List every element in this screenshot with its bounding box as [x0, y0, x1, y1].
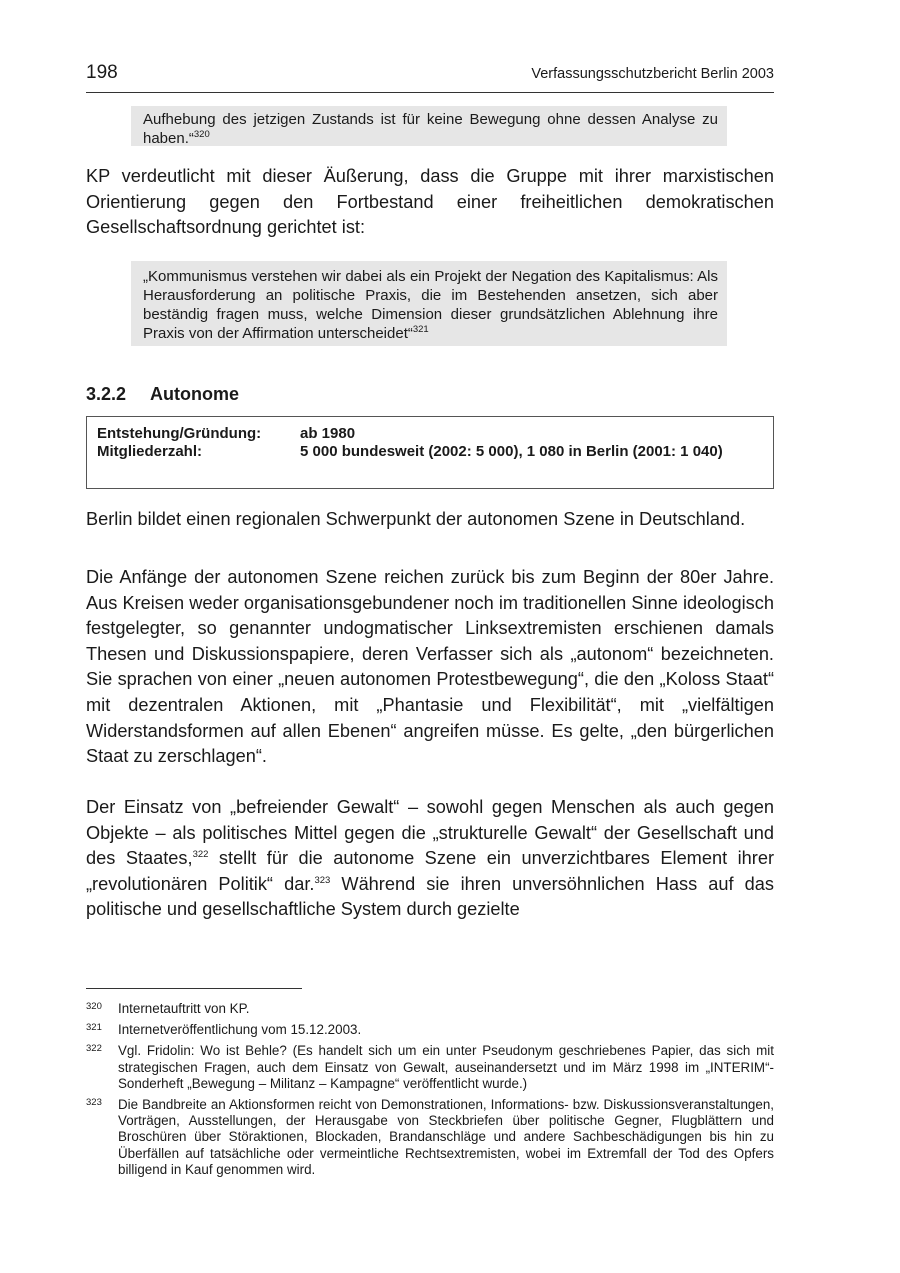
footnote-number: 323 [86, 1097, 102, 1109]
paragraph-text: stellt für die autonome Szene ein unverzichtbares Element ihrer „revolutionären Politik“ dar. [86, 848, 774, 894]
quote-text: „Kommunismus verstehen wir dabei als ein Projekt der Negation des Kapitalismus: Als Herausforderung an politische Praxis, die im Bestehenden ansetzen, sich aber beständig fragen muss, welche Dimension dieser grundsätzlichen Ablehnung ihre Praxis von der Affirmation unterscheidet“ [143, 268, 718, 342]
fact-row-members [97, 443, 763, 461]
footnote-322 [86, 1043, 774, 1092]
page-number: 198 [86, 62, 118, 83]
body-paragraph-2: Berlin bildet einen regionalen Schwerpunkt der autonomen Szene in Deutschland. [86, 509, 746, 529]
footnote-ref-323[interactable]: 323 [314, 874, 331, 886]
quote-block-1 [131, 106, 727, 146]
footnote-320 [86, 1001, 774, 1017]
section-number: 3.2.2 [86, 384, 127, 404]
page-header [86, 62, 774, 93]
footnote-number: 321 [86, 1022, 102, 1034]
quote-text: Aufhebung des jetzigen Zustands ist für keine Bewegung ohne dessen Analyse zu haben.“ [143, 111, 718, 147]
quote-block-2 [131, 261, 727, 346]
fact-label-founding: Entstehung/Gründung: [97, 425, 262, 442]
footnote-text: Die Bandbreite an Aktionsformen reicht von Demonstrationen, Informations- bzw. Diskussionsveranstaltungen, Vorträgen, Ausstellungen, der Herausgabe von Steckbriefen über politische Gegner, Flugblättern und Broschüren über Störaktionen, Blockaden, Brandanschläge und andere Sachbeschädigungen bis hin zu Überfällen auf tatsächliche oder vermeintliche Rechtsextremisten, wobei im Extremfall der Tod des Opfers billigend in Kauf genommen wird. [118, 1097, 774, 1177]
footnote-number: 320 [86, 1001, 102, 1012]
footnote-323 [86, 1097, 774, 1178]
section-title: Autonome [150, 384, 239, 404]
footnote-ref-320[interactable]: 320 [193, 129, 210, 140]
facts-box [86, 416, 774, 489]
section-heading [86, 384, 239, 405]
paragraph-text: Der Einsatz von „befreiender Gewalt“ – sowohl gegen Menschen als auch gegen Objekte – als politisches Mittel gegen die „strukturelle Gewalt“ der Gesellschaft und des Staates, [86, 797, 774, 869]
footnote-text: Internetauftritt von KP. [118, 1001, 250, 1016]
footnote-321 [86, 1022, 774, 1038]
footnote-separator [86, 988, 302, 989]
body-paragraph-3: Die Anfänge der autonomen Szene reichen zurück bis zum Beginn der 80er Jahre. Aus Kreisen weder organisationsgebundener noch im traditionellen Sinne ideologisch festgelegter, so genannter undogmatischer Linksextremisten erschienen damals Thesen und Diskussionspapiere, deren Verfasser sich als „autonom“ bezeichneten. Sie sprachen von einer „neuen autonomen Protestbewegung“, die den „Koloss Staat“ mit dezentralen Aktionen, mit „Phantasie und Flexibilität“, mit „vielfältigen Widerstandsformen auf allen Ebenen“ angreifen müsse. Es gelte, „den bürgerlichen Staat zu zerschlagen“. [86, 567, 774, 767]
fact-value-members: 5 000 bundesweit (2002: 5 000), 1 080 in Berlin (2001: 1 040) [300, 443, 723, 460]
fact-value-founding: ab 1980 [300, 425, 356, 442]
body-paragraph-4 [86, 795, 774, 923]
body-paragraph-1: KP verdeutlicht mit dieser Äußerung, dass die Gruppe mit ihrer marxistischen Orientierung gegen den Fortbestand einer freiheitlichen demokratischen Gesellschaftsordnung gerichtet ist: [86, 166, 774, 238]
paragraph-text: Während sie ihren unversöhnlichen Hass auf das politische und gesellschaftliche System durch gezielte [86, 873, 774, 920]
fact-label-members: Mitgliederzahl: [97, 443, 203, 460]
footnote-number: 322 [86, 1043, 102, 1055]
running-title: Verfassungsschutzbericht Berlin 2003 [531, 66, 774, 82]
footnote-text: Internetveröffentlichung vom 15.12.2003. [118, 1022, 362, 1038]
footnotes [86, 1001, 774, 1183]
fact-row-founding [97, 425, 763, 443]
footnote-text: Vgl. Fridolin: Wo ist Behle? (Es handelt sich um ein unter Pseudonym geschriebenes Papier, das sich mit strategischen Fragen, auch dem Einsatz von Gewalt, auseinandersetzt und im März 1998 im „INTERIM“-Sonderheft „Bewegung – Militanz – Kampagne“ veröffentlicht wurde.) [118, 1043, 774, 1091]
footnote-ref-321[interactable]: 321 [412, 324, 429, 335]
footnote-ref-322[interactable]: 322 [192, 849, 209, 861]
